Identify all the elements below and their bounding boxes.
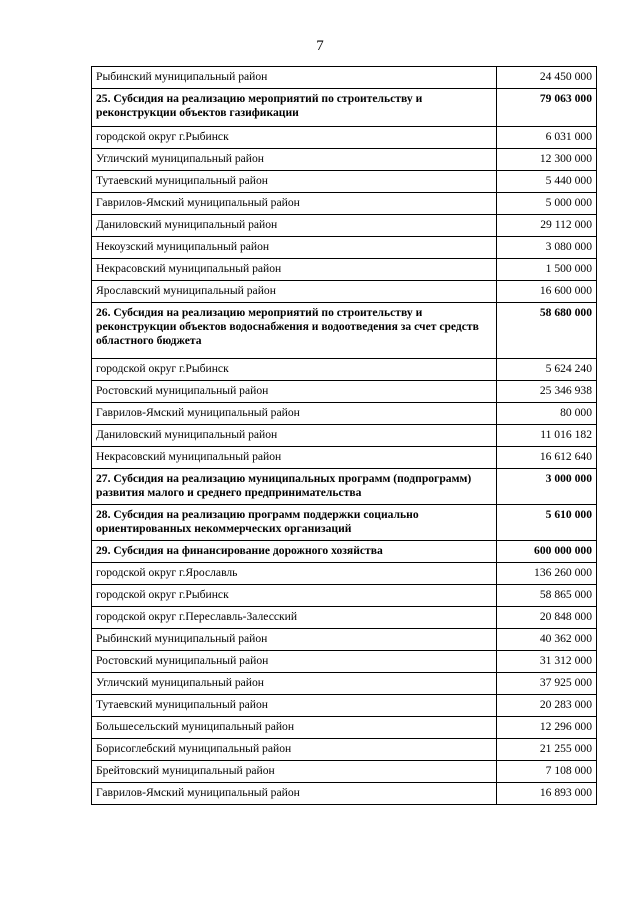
district-name: городской округ г.Переславль-Залесский <box>92 607 497 629</box>
amount-value: 80 000 <box>497 403 597 425</box>
table-row <box>92 425 597 447</box>
amount-value: 25 346 938 <box>497 381 597 403</box>
amount-value: 136 260 000 <box>497 563 597 585</box>
section-row <box>92 469 597 505</box>
district-name: Некрасовский муниципальный район <box>92 259 497 281</box>
section-total: 3 000 000 <box>497 469 597 505</box>
district-name: Гаврилов-Ямский муниципальный район <box>92 193 497 215</box>
section-title: 25. Субсидия на реализацию мероприятий по строительству и реконструкции объектов газификации <box>92 89 497 127</box>
section-row <box>92 541 597 563</box>
table-row <box>92 359 597 381</box>
amount-value: 21 255 000 <box>497 739 597 761</box>
table-row <box>92 127 597 149</box>
amount-value: 12 300 000 <box>497 149 597 171</box>
amount-value: 3 080 000 <box>497 237 597 259</box>
table-row <box>92 171 597 193</box>
table-row <box>92 739 597 761</box>
amount-value: 16 600 000 <box>497 281 597 303</box>
section-total: 58 680 000 <box>497 303 597 359</box>
amount-value: 24 450 000 <box>497 67 597 89</box>
table-row <box>92 259 597 281</box>
subsidy-table <box>91 66 597 805</box>
district-name: Ростовский муниципальный район <box>92 651 497 673</box>
amount-value: 12 296 000 <box>497 717 597 739</box>
table-row <box>92 281 597 303</box>
amount-value: 5 624 240 <box>497 359 597 381</box>
table-row <box>92 149 597 171</box>
amount-value: 29 112 000 <box>497 215 597 237</box>
table-row <box>92 67 597 89</box>
table-row <box>92 761 597 783</box>
district-name: Угличский муниципальный район <box>92 673 497 695</box>
section-total: 79 063 000 <box>497 89 597 127</box>
district-name: Угличский муниципальный район <box>92 149 497 171</box>
district-name: Гаврилов-Ямский муниципальный район <box>92 783 497 805</box>
section-title: 29. Субсидия на финансирование дорожного хозяйства <box>92 541 497 563</box>
table-row <box>92 381 597 403</box>
district-name: городской округ г.Рыбинск <box>92 359 497 381</box>
table-row <box>92 585 597 607</box>
district-name: Ростовский муниципальный район <box>92 381 497 403</box>
amount-value: 58 865 000 <box>497 585 597 607</box>
section-row <box>92 89 597 127</box>
table-row <box>92 695 597 717</box>
district-name: Борисоглебский муниципальный район <box>92 739 497 761</box>
table-row <box>92 673 597 695</box>
section-title: 28. Субсидия на реализацию программ поддержки социально ориентированных некоммерческих организаций <box>92 505 497 541</box>
table-row <box>92 783 597 805</box>
amount-value: 1 500 000 <box>497 259 597 281</box>
district-name: Большесельский муниципальный район <box>92 717 497 739</box>
section-title: 27. Субсидия на реализацию муниципальных программ (подпрограмм) развития малого и среднего предпринимательства <box>92 469 497 505</box>
table-row <box>92 447 597 469</box>
district-name: городской округ г.Рыбинск <box>92 585 497 607</box>
district-name: Тутаевский муниципальный район <box>92 695 497 717</box>
amount-value: 16 612 640 <box>497 447 597 469</box>
district-name: Рыбинский муниципальный район <box>92 67 497 89</box>
table-row <box>92 651 597 673</box>
amount-value: 7 108 000 <box>497 761 597 783</box>
section-row <box>92 505 597 541</box>
district-name: Некоузский муниципальный район <box>92 237 497 259</box>
district-name: Некрасовский муниципальный район <box>92 447 497 469</box>
amount-value: 5 000 000 <box>497 193 597 215</box>
table-row <box>92 193 597 215</box>
district-name: Даниловский муниципальный район <box>92 215 497 237</box>
district-name: Брейтовский муниципальный район <box>92 761 497 783</box>
table-row <box>92 237 597 259</box>
district-name: городской округ г.Ярославль <box>92 563 497 585</box>
amount-value: 5 440 000 <box>497 171 597 193</box>
table-row <box>92 403 597 425</box>
amount-value: 37 925 000 <box>497 673 597 695</box>
district-name: Тутаевский муниципальный район <box>92 171 497 193</box>
amount-value: 20 848 000 <box>497 607 597 629</box>
district-name: Гаврилов-Ямский муниципальный район <box>92 403 497 425</box>
amount-value: 16 893 000 <box>497 783 597 805</box>
district-name: Ярославский муниципальный район <box>92 281 497 303</box>
amount-value: 40 362 000 <box>497 629 597 651</box>
amount-value: 20 283 000 <box>497 695 597 717</box>
section-total: 600 000 000 <box>497 541 597 563</box>
district-name: Рыбинский муниципальный район <box>92 629 497 651</box>
amount-value: 31 312 000 <box>497 651 597 673</box>
page-number: 7 <box>316 38 324 54</box>
district-name: городской округ г.Рыбинск <box>92 127 497 149</box>
table-row <box>92 629 597 651</box>
district-name: Даниловский муниципальный район <box>92 425 497 447</box>
section-total: 5 610 000 <box>497 505 597 541</box>
section-row <box>92 303 597 359</box>
amount-value: 6 031 000 <box>497 127 597 149</box>
table-row <box>92 607 597 629</box>
amount-value: 11 016 182 <box>497 425 597 447</box>
table-row <box>92 717 597 739</box>
table-row <box>92 215 597 237</box>
section-title: 26. Субсидия на реализацию мероприятий по строительству и реконструкции объектов водоснабжения и водоотведения за счет средств областного бюджета <box>92 303 497 359</box>
table-row <box>92 563 597 585</box>
subsidy-table-body <box>92 67 597 805</box>
